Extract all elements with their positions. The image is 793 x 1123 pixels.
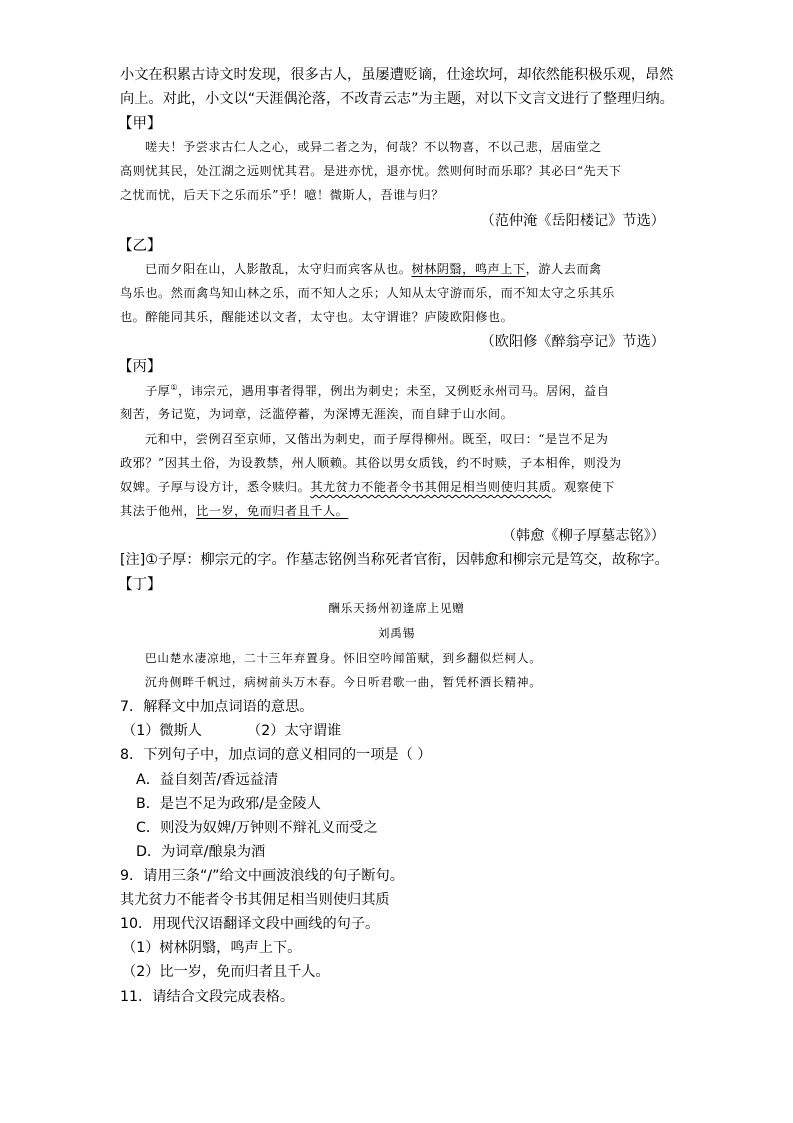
question-9-sentence: 其尤贫力不能者令书其佣足相当则使归其质 <box>120 892 390 908</box>
question-11: 11．请结合文段完成表格。 <box>120 989 295 1005</box>
question-10: 10．用现代汉语翻译文段中画线的句子。 <box>120 916 380 932</box>
yi-source: （欧阳修《醉翁亭记》节选） <box>480 334 665 350</box>
jia-source: （范仲淹《岳阳楼记》节选） <box>480 213 665 229</box>
bing-line-6 <box>120 504 348 520</box>
bing-line-4: 政邪？”因其土俗，为设教禁，州人顺赖。其俗以男女质钱，约不时赎，子本相侔，则没为 <box>120 456 622 470</box>
yi-underlined-sentence: 树林阴翳，鸣声上下 <box>411 262 526 276</box>
yi-line-2: 鸟乐也。然而禽鸟知山林之乐，而不知人之乐；人知从太守游而乐，而不知太守之乐其乐 <box>120 286 615 300</box>
yi-line-1 <box>145 262 602 278</box>
question-8: 8．下列句子中，加点词的意义相同的一项是（ ） <box>120 747 432 763</box>
footnote-marker: ① <box>170 383 179 392</box>
bing-line-3: 元和中，尝例召至京师，又偕出为刺史，而子厚得柳州。既至，叹曰：“是岂不足为 <box>145 432 609 446</box>
jia-line-3: 之忧而忧，后天下之乐而乐”乎！噫！微斯人，吾谁与归？ <box>120 188 444 202</box>
intro-line-1: 小文在积累古诗文时发现，很多古人，虽屡遭贬谪，仕途坎坷，却依然能积极乐观，昂然 <box>120 67 674 83</box>
bing-line-5-end: 。观察使下 <box>551 480 615 494</box>
bing-line-1-end: ，讳宗元，遇用事者得罪，例出为刺史；未至，又例贬永州司马。居闲，益自 <box>178 384 610 399</box>
bing-line-1 <box>145 383 609 400</box>
bing-source: （韩愈《柳子厚墓志铭》） <box>501 528 665 544</box>
yi-line-3: 也。醉能同其乐，醒能述以文者，太守也。太守谓谁？庐陵欧阳修也。 <box>120 310 514 324</box>
poem-author: 刘禹锡 <box>377 626 416 640</box>
yi-line-1-start: 已而夕阳在山，人影散乱，太守归而宾客从也。 <box>145 262 412 276</box>
question-8-option-c: C．则没为奴婢/万钟则不辩礼义而受之 <box>136 820 378 836</box>
poem-line-1: 巴山楚水凄凉地，二十三年弃置身。怀旧空吟闻笛赋，到乡翻似烂柯人。 <box>145 651 542 665</box>
poem-title: 酬乐天扬州初逢席上见赠 <box>328 601 465 615</box>
question-7-items: （1）微斯人 （2）太守谓谁 <box>122 723 342 739</box>
section-ding-label: 【丁】 <box>118 577 162 593</box>
section-jia-label: 【甲】 <box>118 116 162 132</box>
bing-wavy-sentence: 其尤贫力不能者令书其佣足相当则使归其质 <box>310 480 552 494</box>
bing-line-5-start: 奴婢。子厚与设方计，悉令赎归。 <box>120 480 311 494</box>
section-yi-label: 【乙】 <box>118 238 162 254</box>
bing-line-5 <box>120 480 615 496</box>
question-8-option-a: A．益自刻苦/香远益清 <box>136 772 279 788</box>
bing-underlined-sentence: 比一岁，免而归者且千人。 <box>196 504 349 518</box>
question-9: 9．请用三条“/”给文中画波浪线的句子断句。 <box>120 868 404 884</box>
poem-line-2: 沉舟侧畔千帆过，病树前头万木春。今日听君歌一曲，暂凭杯酒长精神。 <box>145 675 542 689</box>
bing-line-6-start: 其法于他州， <box>120 504 197 518</box>
question-7: 7．解释文中加点词语的意思。 <box>120 699 314 715</box>
jia-line-2: 高则忧其民，处江湖之远则忧其君。是进亦忧，退亦忧。然则何时而乐耶？其必曰“先天下 <box>120 164 622 178</box>
bing-line-2: 刻苦，务记览，为词章，泛滥停蓄，为深博无涯涘，而自肆于山水间。 <box>120 407 514 421</box>
bing-line-1-start: 子厚 <box>145 384 171 399</box>
question-8-option-d: D．为词章/酿泉为酒 <box>136 844 266 860</box>
question-8-option-b: B．是岂不足为政邪/是金陵人 <box>136 796 321 812</box>
question-10-item-1: （1）树林阴翳，鸣声上下。 <box>122 940 302 956</box>
yi-line-1-end: ，游人去而禽 <box>525 262 602 276</box>
footnote: [注]①子厚：柳宗元的字。作墓志铭例当称死者官衔，因韩愈和柳宗元是笃交，故称字。 <box>120 552 669 568</box>
jia-line-1: 嗟夫！予尝求古仁人之心，或异二者之为，何哉？不以物喜，不以己悲，居庙堂之 <box>145 140 602 154</box>
section-bing-label: 【丙】 <box>118 359 162 375</box>
question-10-item-2: （2）比一岁，免而归者且千人。 <box>122 964 330 980</box>
intro-line-2: 向上。对此，小文以“天涯偶沦落，不改青云志”为主题，对以下文言文进行了整理归纳。 <box>120 91 674 107</box>
